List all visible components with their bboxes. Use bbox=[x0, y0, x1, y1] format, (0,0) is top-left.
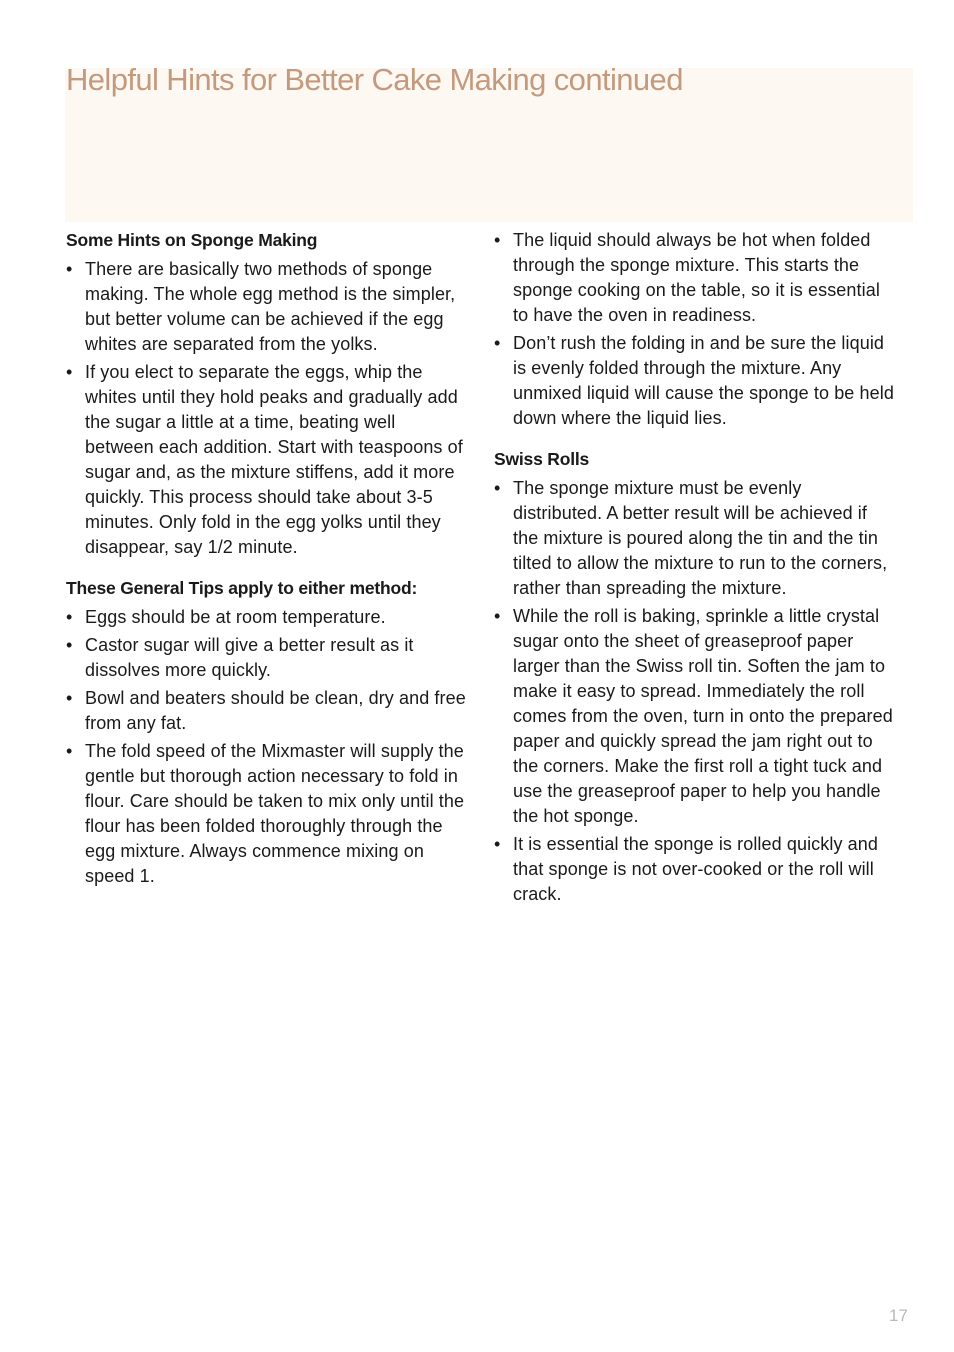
bullet-icon: • bbox=[66, 259, 73, 279]
sponge-making-list bbox=[66, 257, 466, 560]
list-item-text: Eggs should be at room temperature. bbox=[85, 607, 386, 627]
bullet-icon: • bbox=[66, 635, 73, 655]
bullet-icon: • bbox=[66, 741, 73, 761]
list-item bbox=[494, 331, 894, 431]
sponge-liquid-list bbox=[494, 228, 894, 431]
list-item-text: The liquid should always be hot when folded through the sponge mixture. This starts the sponge cooking on the table, so it is essential to have the oven in readiness. bbox=[513, 230, 880, 325]
bullet-icon: • bbox=[494, 230, 501, 250]
list-item bbox=[66, 633, 466, 683]
bullet-icon: • bbox=[494, 834, 501, 854]
list-item-text: Don’t rush the folding in and be sure the liquid is evenly folded through the mixture. Any unmixed liquid will cause the sponge to be held down where the liquid lies. bbox=[513, 333, 894, 428]
section-heading-swiss-rolls: Swiss Rolls bbox=[494, 449, 590, 469]
list-item-text: The fold speed of the Mixmaster will supply the gentle but thorough action necessary to fold in flour. Care should be taken to mix only until the flour has been folded thoroughly through the egg mixture. Always commence mixing on speed 1. bbox=[85, 741, 465, 886]
page-title: Helpful Hints for Better Cake Making continued bbox=[66, 62, 683, 97]
section-heading-sponge-making: Some Hints on Sponge Making bbox=[66, 230, 318, 250]
bullet-icon: • bbox=[494, 333, 501, 353]
swiss-rolls-list bbox=[494, 476, 894, 907]
general-tips-list bbox=[66, 605, 466, 889]
list-item bbox=[494, 476, 894, 601]
list-item-text: The sponge mixture must be evenly distributed. A better result will be achieved if the mixture is poured along the tin and the tin tilted to allow the mixture to run to the corners, rather than spreading the mixture. bbox=[513, 478, 888, 598]
right-column bbox=[494, 228, 894, 910]
bullet-icon: • bbox=[66, 362, 73, 382]
list-item bbox=[66, 360, 466, 560]
list-item-text: Castor sugar will give a better result as it dissolves more quickly. bbox=[85, 635, 414, 680]
list-item-text: If you elect to separate the eggs, whip the whites until they hold peaks and gradually add the sugar a little at a time, beating well between each addition. Start with teaspoons of sugar and, as the mixture stiffens, add it more quickly. This process should take about 3-5 minutes. Only fold in the egg yolks until they disappear, say 1/2 minute. bbox=[85, 362, 463, 557]
left-column bbox=[66, 228, 466, 892]
list-item bbox=[66, 739, 466, 889]
page-number: 17 bbox=[889, 1306, 908, 1325]
list-item bbox=[494, 832, 894, 907]
bullet-icon: • bbox=[66, 607, 73, 627]
list-item bbox=[66, 605, 466, 630]
list-item-text: There are basically two methods of sponge making. The whole egg method is the simpler, but better volume can be achieved if the egg whites are separated from the yolks. bbox=[85, 259, 456, 354]
list-item bbox=[66, 257, 466, 357]
bullet-icon: • bbox=[494, 606, 501, 626]
list-item bbox=[494, 604, 894, 829]
list-item-text: While the roll is baking, sprinkle a little crystal sugar onto the sheet of greaseproof paper larger than the Swiss roll tin. Soften the jam to make it easy to spread. Immediately the roll comes from the oven, turn in onto the prepared paper and quickly spread the jam right out to the corners. Make the first roll a tight tuck and use the greaseproof paper to help you handle the hot sponge. bbox=[513, 606, 893, 826]
list-item bbox=[66, 686, 466, 736]
bullet-icon: • bbox=[494, 478, 501, 498]
list-item bbox=[494, 228, 894, 328]
list-item-text: It is essential the sponge is rolled quickly and that sponge is not over-cooked or the roll will crack. bbox=[513, 834, 879, 904]
list-item-text: Bowl and beaters should be clean, dry and free from any fat. bbox=[85, 688, 466, 733]
section-heading-general-tips: These General Tips apply to either method: bbox=[66, 578, 418, 598]
bullet-icon: • bbox=[66, 688, 73, 708]
